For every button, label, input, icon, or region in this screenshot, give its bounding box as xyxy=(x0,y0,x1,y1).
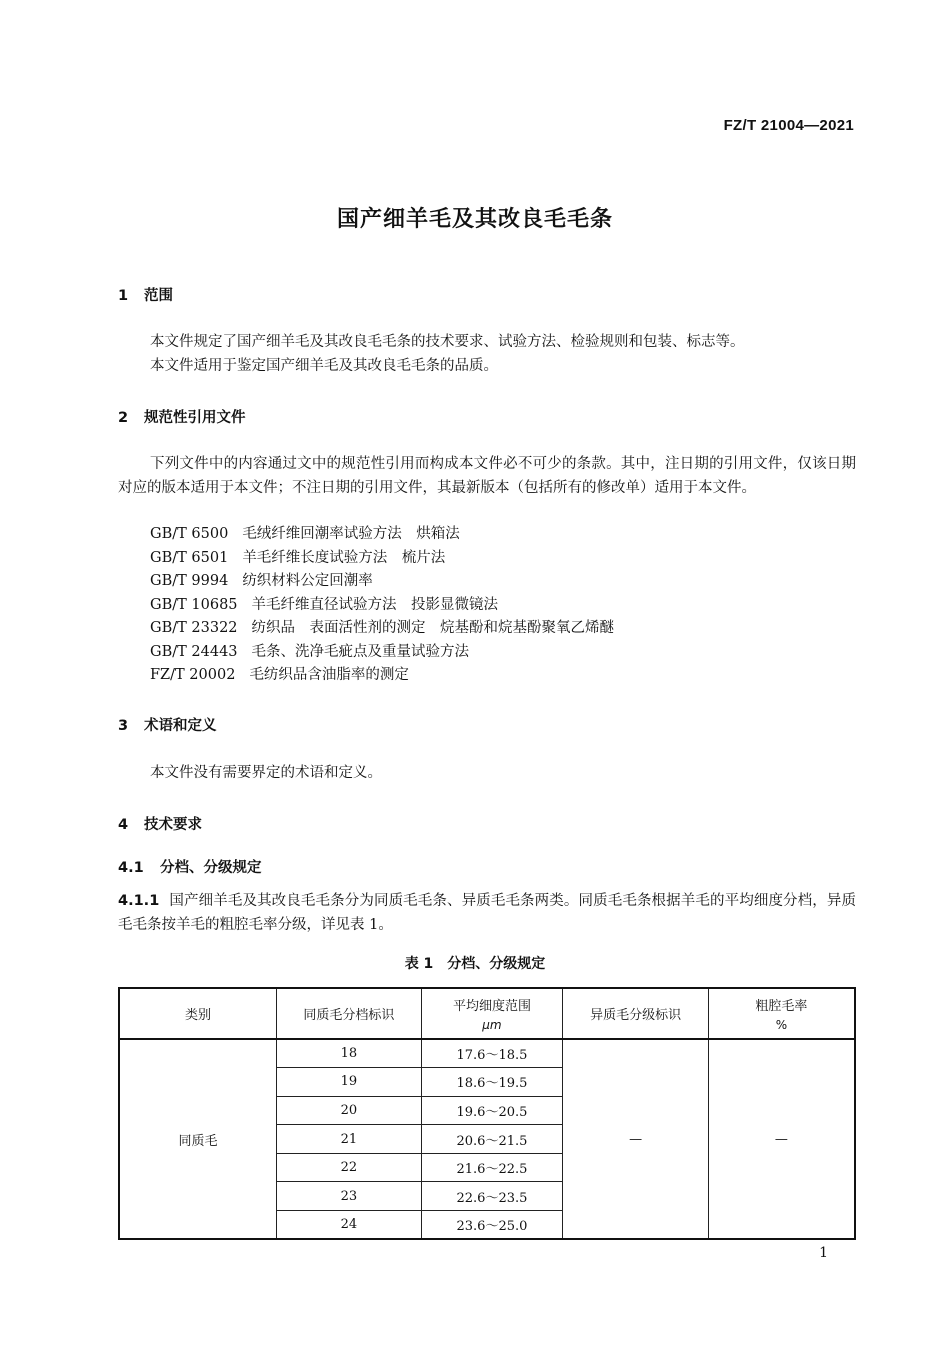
header-hetero-id: 异质毛分级标识 xyxy=(563,988,709,1039)
clause-text: 国产细羊毛及其改良毛毛条分为同质毛毛条、异质毛毛条两类。同质毛毛条根据羊毛的平均细度分档，异质毛毛条按羊毛的粗腔毛率分级，详见表 1。 xyxy=(118,893,856,933)
header-grade-id: 同质毛分档标识 xyxy=(277,988,422,1039)
reference-code: GB/T 24443 xyxy=(150,643,238,660)
section-title: 分档、分级规定 xyxy=(160,860,262,876)
reference-item xyxy=(150,594,614,618)
reference-item xyxy=(150,523,614,547)
section-title: 术语和定义 xyxy=(144,718,217,734)
reference-code: GB/T 6500 xyxy=(150,526,229,542)
medulla-cell: — xyxy=(708,1039,855,1239)
reference-code: GB/T 23322 xyxy=(150,620,238,636)
reference-title: 毛纺织品含油脂率的测定 xyxy=(249,667,409,683)
section-1-paragraph-1: 本文件规定了国产细羊毛及其改良毛毛条的技术要求、试验方法、检验规则和包装、标志等。 xyxy=(150,334,745,350)
header-fineness xyxy=(421,988,563,1039)
reference-code: GB/T 9994 xyxy=(150,573,229,589)
reference-item xyxy=(150,570,614,594)
reference-item xyxy=(150,617,614,641)
reference-code: GB/T 6501 xyxy=(150,549,229,566)
section-title: 规范性引用文件 xyxy=(144,410,246,426)
section-2-intro: 下列文件中的内容通过文中的规范性引用而构成本文件必不可少的条款。其中，注日期的引用文件，仅该日期对应的版本适用于本文件；不注日期的引用文件，其最新版本（包括所有的修改单）适用于本文件。 xyxy=(118,456,856,496)
section-4-heading xyxy=(118,813,202,834)
grade-cell: 19 xyxy=(277,1068,422,1097)
section-1-paragraph-2: 本文件适用于鉴定国产细羊毛及其改良毛毛条的品质。 xyxy=(150,358,498,374)
section-2-heading xyxy=(118,406,246,427)
range-cell: 18.6～19.5 xyxy=(421,1068,563,1097)
grading-table xyxy=(118,987,856,1240)
document-title: 国产细羊毛及其改良毛毛条 xyxy=(336,207,613,232)
header-medulla xyxy=(708,988,855,1039)
section-3-paragraph: 本文件没有需要界定的术语和定义。 xyxy=(150,765,382,781)
section-1-heading xyxy=(118,284,173,305)
reference-code: GB/T 10685 xyxy=(150,596,238,613)
header-medulla-unit: % xyxy=(775,1018,788,1032)
header-fineness-unit: μm xyxy=(482,1018,502,1032)
range-cell: 22.6～23.5 xyxy=(421,1182,563,1211)
reference-item xyxy=(150,547,614,571)
section-3-heading xyxy=(118,714,217,735)
table-header-row xyxy=(119,988,855,1039)
reference-title: 毛条、洗净毛疵点及重量试验方法 xyxy=(251,643,470,660)
grade-cell: 18 xyxy=(277,1039,422,1068)
section-number: 4 xyxy=(118,817,129,833)
reference-item xyxy=(150,641,614,665)
category-cell: 同质毛 xyxy=(119,1039,277,1239)
grade-cell: 22 xyxy=(277,1153,422,1182)
section-title: 技术要求 xyxy=(144,817,202,833)
reference-title: 羊毛纤维长度试验方法 梳片法 xyxy=(242,549,446,566)
standard-code: FZ/T 21004—2021 xyxy=(723,117,854,134)
grade-cell: 24 xyxy=(277,1211,422,1240)
grade-cell: 23 xyxy=(277,1182,422,1211)
reference-code: FZ/T 20002 xyxy=(150,667,236,683)
section-title: 范围 xyxy=(144,288,173,304)
reference-title: 羊毛纤维直径试验方法 投影显微镜法 xyxy=(251,596,499,613)
section-number: 2 xyxy=(118,410,129,426)
reference-title: 毛绒纤维回潮率试验方法 烘箱法 xyxy=(242,526,460,542)
table-caption: 表 1 分档、分级规定 xyxy=(404,956,546,972)
reference-list xyxy=(150,523,614,688)
table-row xyxy=(119,1039,855,1068)
section-4-1-heading xyxy=(118,856,262,877)
range-cell: 21.6～22.5 xyxy=(421,1153,563,1182)
range-cell: 20.6～21.5 xyxy=(421,1125,563,1154)
section-number: 4.1 xyxy=(118,860,144,876)
range-cell: 19.6～20.5 xyxy=(421,1096,563,1125)
grade-cell: 20 xyxy=(277,1096,422,1125)
section-number: 3 xyxy=(118,718,129,734)
header-medulla-label: 粗腔毛率 xyxy=(755,999,808,1014)
hetero-cell: — xyxy=(563,1039,709,1239)
page-number: 1 xyxy=(819,1245,828,1261)
reference-title: 纺织材料公定回潮率 xyxy=(242,573,373,589)
clause-4-1-1 xyxy=(118,889,856,937)
clause-number: 4.1.1 xyxy=(118,893,160,909)
reference-item xyxy=(150,664,614,688)
grade-cell: 21 xyxy=(277,1125,422,1154)
range-cell: 23.6～25.0 xyxy=(421,1211,563,1240)
reference-title: 纺织品 表面活性剂的测定 烷基酚和烷基酚聚氧乙烯醚 xyxy=(251,620,615,636)
range-cell: 17.6～18.5 xyxy=(421,1039,563,1068)
header-fineness-label: 平均细度范围 xyxy=(452,999,531,1014)
section-number: 1 xyxy=(118,288,129,304)
header-category: 类别 xyxy=(119,988,277,1039)
